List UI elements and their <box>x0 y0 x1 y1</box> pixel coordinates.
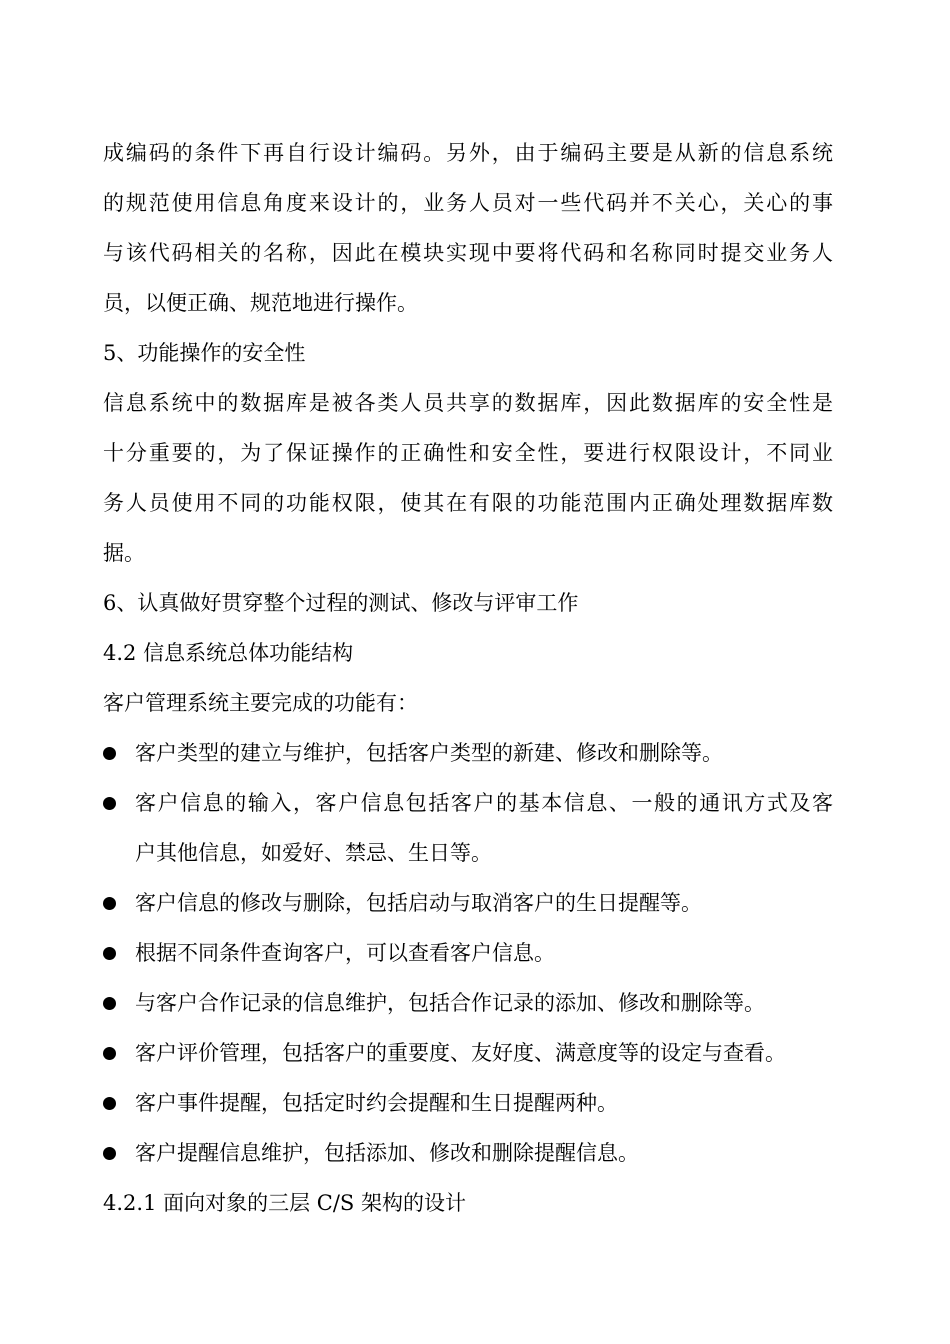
list-item <box>103 1128 833 1178</box>
list-item-text: 与客户合作记录的信息维护，包括合作记录的添加、修改和删除等。 <box>135 991 765 1015</box>
section-heading: 5、功能操作的安全性 <box>103 341 306 365</box>
list-item <box>103 1028 833 1078</box>
document-body <box>103 128 833 1228</box>
list-item-text: 客户事件提醒，包括定时约会提醒和生日提醒两种。 <box>135 1091 618 1115</box>
paragraph-line: 信息系统中的数据库是被各类人员共享的数据库，因此数据库的安全性是 <box>103 391 833 415</box>
bullet-icon <box>103 897 116 910</box>
list-item <box>103 978 833 1028</box>
list-item-text: 户其他信息，如爱好、禁忌、生日等。 <box>135 841 492 865</box>
list-item <box>103 1078 833 1128</box>
section-heading: 6、认真做好贯穿整个过程的测试、修改与评审工作 <box>103 591 579 615</box>
list-item <box>103 778 833 828</box>
subsection-heading: 4.2.1 面向对象的三层 C/S 架构的设计 <box>103 1191 466 1215</box>
list-item-text: 根据不同条件查询客户，可以查看客户信息。 <box>135 941 555 965</box>
list-item-text: 客户评价管理，包括客户的重要度、友好度、满意度等的设定与查看。 <box>135 1041 786 1065</box>
bullet-icon <box>103 1147 116 1160</box>
paragraph-line: 的规范使用信息角度来设计的，业务人员对一些代码并不关心，关心的事 <box>103 191 833 215</box>
paragraph-line: 务人员使用不同的功能权限，使其在有限的功能范围内正确处理数据库数 <box>103 491 833 515</box>
bullet-icon <box>103 1047 116 1060</box>
list-item-text: 客户类型的建立与维护，包括客户类型的新建、修改和删除等。 <box>135 741 723 765</box>
bullet-icon <box>103 1097 116 1110</box>
bullet-icon <box>103 797 116 810</box>
section-heading: 4.2 信息系统总体功能结构 <box>103 641 354 665</box>
bullet-icon <box>103 747 116 760</box>
paragraph-line: 成编码的条件下再自行设计编码。另外，由于编码主要是从新的信息系统 <box>103 141 833 165</box>
list-item-text: 客户信息的修改与删除，包括启动与取消客户的生日提醒等。 <box>135 891 702 915</box>
paragraph-line: 十分重要的，为了保证操作的正确性和安全性，要进行权限设计，不同业 <box>103 441 833 465</box>
bullet-icon <box>103 947 116 960</box>
list-item-text: 客户提醒信息维护，包括添加、修改和删除提醒信息。 <box>135 1141 639 1165</box>
paragraph-line: 与该代码相关的名称，因此在模块实现中要将代码和名称同时提交业务人 <box>103 241 833 265</box>
paragraph-line: 员，以便正确、规范地进行操作。 <box>103 291 418 315</box>
list-item-continuation <box>103 828 833 878</box>
list-item-text: 客户信息的输入，客户信息包括客户的基本信息、一般的通讯方式及客 <box>135 791 833 815</box>
list-item <box>103 878 833 928</box>
paragraph-line: 据。 <box>103 541 145 565</box>
bullet-icon <box>103 997 116 1010</box>
list-item <box>103 728 833 778</box>
list-item <box>103 928 833 978</box>
intro-text: 客户管理系统主要完成的功能有： <box>103 691 418 715</box>
